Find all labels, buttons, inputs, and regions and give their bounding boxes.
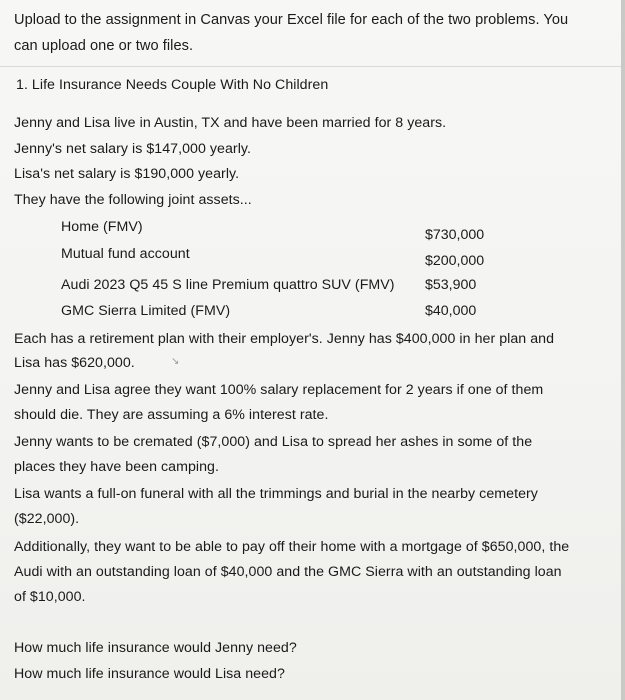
funeral-line-2: ($22,000). [14, 511, 80, 527]
married-fact: Jenny and Lisa live in Austin, TX and have been married for 8 years. [14, 115, 447, 131]
salary-line-2: should die. They are assuming a 6% interest rate. [14, 407, 329, 423]
asset-value: $40,000 [425, 303, 477, 319]
lisa-salary: Lisa's net salary is $190,000 yearly. [14, 166, 240, 182]
debt-line-3: of $10,000. [14, 589, 86, 605]
asset-value: $53,900 [425, 277, 477, 293]
question-lisa: How much life insurance would Lisa need? [14, 666, 285, 682]
question-jenny: How much life insurance would Jenny need? [14, 640, 297, 656]
asset-value: $200,000 [425, 253, 485, 269]
asset-name: Audi 2023 Q5 45 S line Premium quattro SUV (FMV) [61, 277, 395, 293]
cremate-line-1: Jenny wants to be cremated ($7,000) and Lisa to spread her ashes in some of the [14, 434, 533, 450]
divider [0, 66, 625, 67]
problem-title: 1. Life Insurance Needs Couple With No Children [16, 77, 329, 93]
asset-name: Mutual fund account [61, 246, 190, 262]
funeral-line-1: Lisa wants a full-on funeral with all the trimmings and burial in the nearby cemetery [14, 486, 538, 502]
retirement-line-2: Lisa has $620,000. [14, 355, 135, 371]
asset-name: GMC Sierra Limited (FMV) [61, 303, 231, 319]
intro-line-1: Upload to the assignment in Canvas your Excel file for each of the two problems. You [14, 12, 569, 28]
asset-value: $730,000 [425, 227, 485, 243]
salary-line-1: Jenny and Lisa agree they want 100% salary replacement for 2 years if one of them [14, 382, 544, 398]
cursor-icon: ↘ [171, 356, 180, 367]
jenny-salary: Jenny's net salary is $147,000 yearly. [14, 141, 251, 157]
cremate-line-2: places they have been camping. [14, 459, 219, 475]
page-edge [621, 0, 625, 700]
debt-line-1: Additionally, they want to be able to pay off their home with a mortgage of $650,000, the [14, 539, 570, 555]
retirement-line-1: Each has a retirement plan with their employer's. Jenny has $400,000 in her plan and [14, 331, 555, 347]
asset-name: Home (FMV) [61, 219, 143, 235]
debt-line-2: Audi with an outstanding loan of $40,000 and the GMC Sierra with an outstanding loan [14, 564, 562, 580]
intro-line-2: can upload one or two files. [14, 38, 194, 54]
assets-intro: They have the following joint assets... [14, 192, 252, 208]
